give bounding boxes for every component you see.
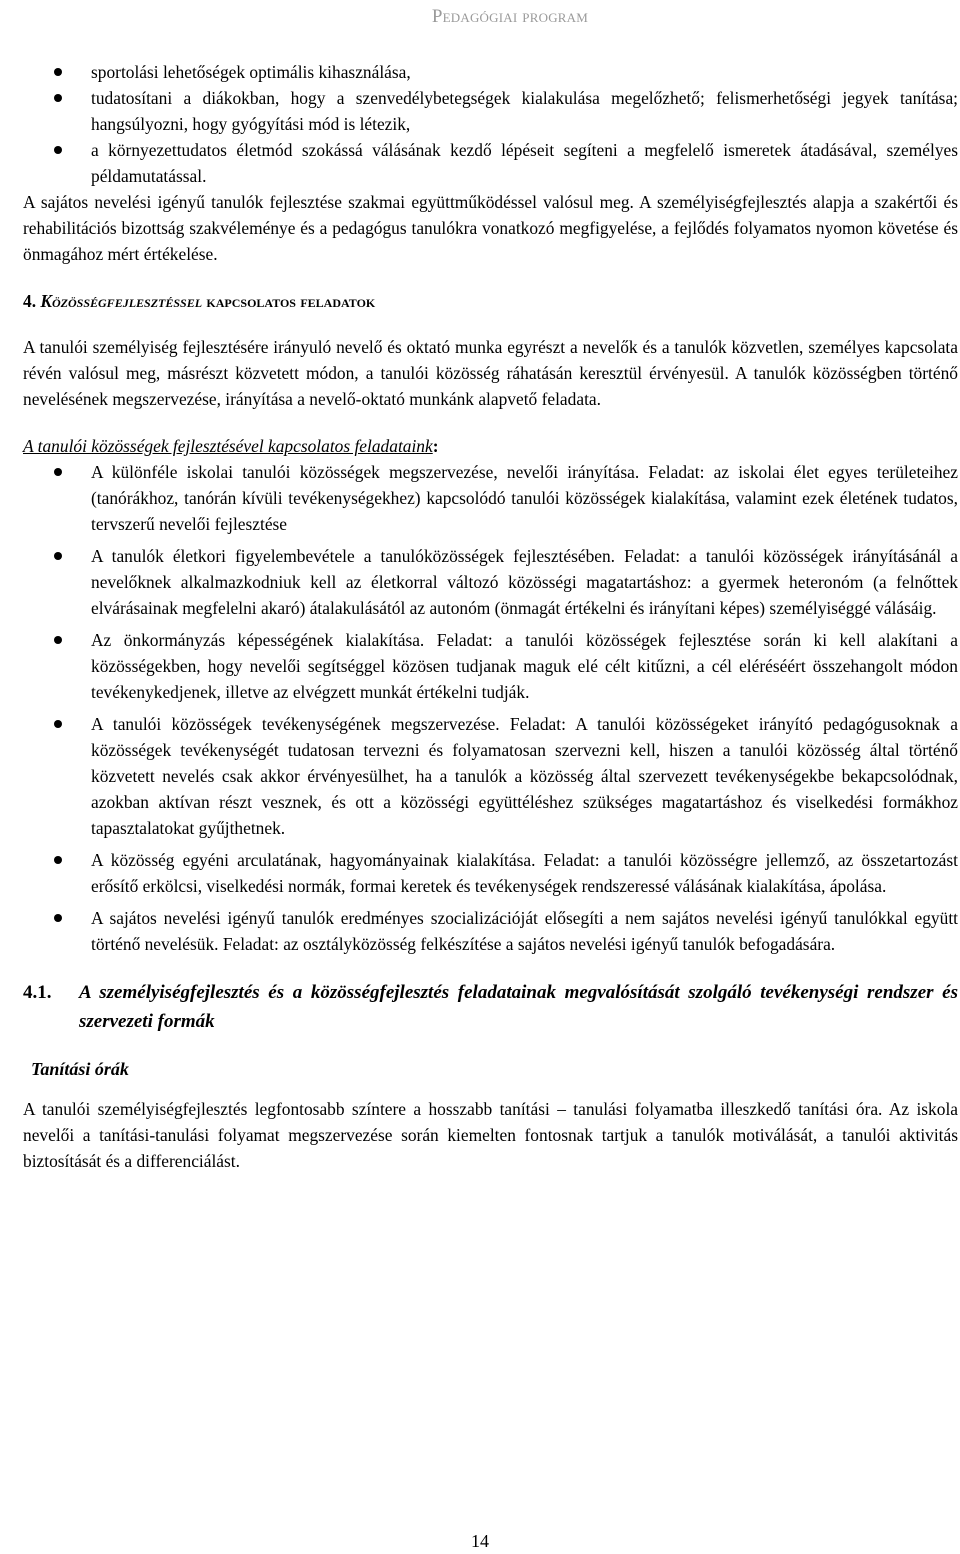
list-item — [23, 85, 958, 137]
bullet-icon — [54, 720, 62, 728]
section-number: 4. — [23, 291, 37, 311]
list-item — [23, 459, 958, 537]
list-item — [23, 543, 958, 621]
section-number: 4.1. — [23, 982, 52, 1003]
list-item — [23, 627, 958, 705]
list-item — [23, 137, 958, 189]
bullet-icon — [54, 636, 62, 644]
section-heading-4 — [23, 288, 958, 314]
bullet-icon — [54, 856, 62, 864]
community-tasks-subtitle — [23, 433, 958, 459]
list-item-text: A tanulói közösségek tevékenységének megszervezése. Feladat: A tanulói közösségeket irányító pedagógusoknak a közösségek tevékenységét tudatosan tervezni és folyamatosan szervezni kell, hiszen a tanulói közösség által történő közvetett nevelés csak akkor érvényesülhet, ha a tanulók a közösség által szervezett tevékenységekbe bekapcsolódnak, azokban aktívan részt vesznek, és ott a közösségi együttéléshez szükséges magatartáshoz és viselkedési formákhoz tapasztalatokat gyűjthetnek. — [91, 714, 958, 838]
list-item-text: A tanulók életkori figyelembevétele a tanulóközösségek fejlesztésében. Feladat: a tanulói közösségek irányításánál a nevelőknek alkalmazkodniuk kell az életkorral változó közösségi magatartáshoz: a gyermek heteronóm (a felnőttek elvárásainak megfelelni akaró) átalakulásától az autonóm (önmagát értékelni és irányítani képes) személyiséggé válásáig. — [91, 546, 958, 618]
list-item — [23, 905, 958, 957]
running-header: Pedagógiai program — [431, 6, 588, 27]
list-item-text: A sajátos nevelési igényű tanulók eredményes szocializációját elősegíti a nem sajátos nevelési igényű tanulókkal együtt történő nevelésük. Feladat: az osztályközösség felkészítése a sajátos nevelési igényű tanulók befogadására. — [91, 908, 958, 954]
subtitle-colon: : — [432, 436, 439, 456]
subheading-lessons: Tanítási órák — [31, 1059, 129, 1079]
paragraph-sni: A sajátos nevelési igényű tanulók fejlesztése szakmai együttműködéssel valósul meg. A személyiségfejlesztés alapja a szakértői és rehabilitációs bizottság szakvéleménye és a pedagógus tanulókra vonatkozó megfigyelése, a fejlődés folyamatos nyomon követése és önmagához mért értékelése. — [23, 192, 958, 264]
section-heading-4-1 — [23, 978, 958, 1036]
list-item-text: a környezettudatos életmód szokássá válásának kezdő lépéseit segíteni a megfelelő ismeretek átadásával, személyes példamutatással. — [91, 140, 958, 186]
bullet-icon — [54, 914, 62, 922]
bullet-list-1 — [23, 59, 958, 189]
paragraph-lessons: A tanulói személyiségfejlesztés legfontosabb színtere a hosszabb tanítási – tanulási folyamatba illeszkedő tanítási óra. Az iskola nevelői a tanítási-tanulási folyamat megszervezése során kiemelten fontosnak tartjuk a tanulók motiválását, a tanulói aktivitás biztosítását és a differenciálást. — [23, 1099, 958, 1171]
subtitle-text: A tanulói közösségek fejlesztésével kapcsolatos feladataink — [23, 436, 433, 456]
list-item — [23, 711, 958, 841]
list-item-text: tudatosítani a diákokban, hogy a szenvedélybetegségek kialakulása megelőzhető; felismerhetőségi jegyek tanítása; hangsúlyozni, hogy gyógyítási mód is létezik, — [91, 88, 958, 134]
list-item-text: A különféle iskolai tanulói közösségek megszervezése, nevelői irányítása. Feladat: az iskolai élet egyes területeihez (tanórákhoz, tanórán kívüli tevékenységekhez) kapcsolódó tanulói közösségek kialakítása, valamint ezek életének tudatos, tervszerű nevelői fejlesztése — [91, 462, 958, 534]
bullet-icon — [54, 94, 62, 102]
list-item-text: sportolási lehetőségek optimális kihasználása, — [91, 62, 411, 82]
page-number: 14 — [471, 1531, 489, 1551]
list-item — [23, 59, 958, 85]
section-title: A személyiségfejlesztés és a közösségfejlesztés feladatainak megvalósítását szolgáló tevékenységi rendszer és szervezeti formák — [79, 982, 958, 1032]
list-item — [23, 847, 958, 899]
bullet-list-2 — [23, 459, 958, 957]
bullet-icon — [54, 68, 62, 76]
bullet-icon — [54, 552, 62, 560]
list-item-text: Az önkormányzás képességének kialakítása. Feladat: a tanulói közösségek fejlesztése során ki kell alakítani a közösségekben, hogy nevelői segítséggel közösen tudjanak maguk elé célt kitűzni, a cél eléréséért összehangolt módon tevékenykedjenek, illetve az elvégzett munkát értékelni tudják. — [91, 630, 958, 702]
list-item-text: A közösség egyéni arculatának, hagyományainak kialakítása. Feladat: a tanulói közösségre jellemző, az összetartozást erősítő erkölcsi, viselkedési normák, formai keretek és tevékenységek rendszeressé válásának kialakítása, ápolása. — [91, 850, 958, 896]
page-content — [23, 59, 958, 1174]
section-title-rest: kapcsolatos feladatok — [206, 291, 376, 311]
bullet-icon — [54, 468, 62, 476]
bullet-icon — [54, 146, 62, 154]
paragraph-community: A tanulói személyiség fejlesztésére irányuló nevelő és oktató munka egyrészt a nevelők és a tanulók közvetlen, személyes kapcsolata révén valósul meg, másrészt közvetett módon, a tanulói közösség ráhatásán keresztül érvényesül. A tanulók közösségben történő nevelésének megszervezése, irányítása a nevelő-oktató munkánk alapvető feladata. — [23, 337, 958, 409]
section-title-italic: Közösségfejlesztéssel — [40, 291, 203, 311]
